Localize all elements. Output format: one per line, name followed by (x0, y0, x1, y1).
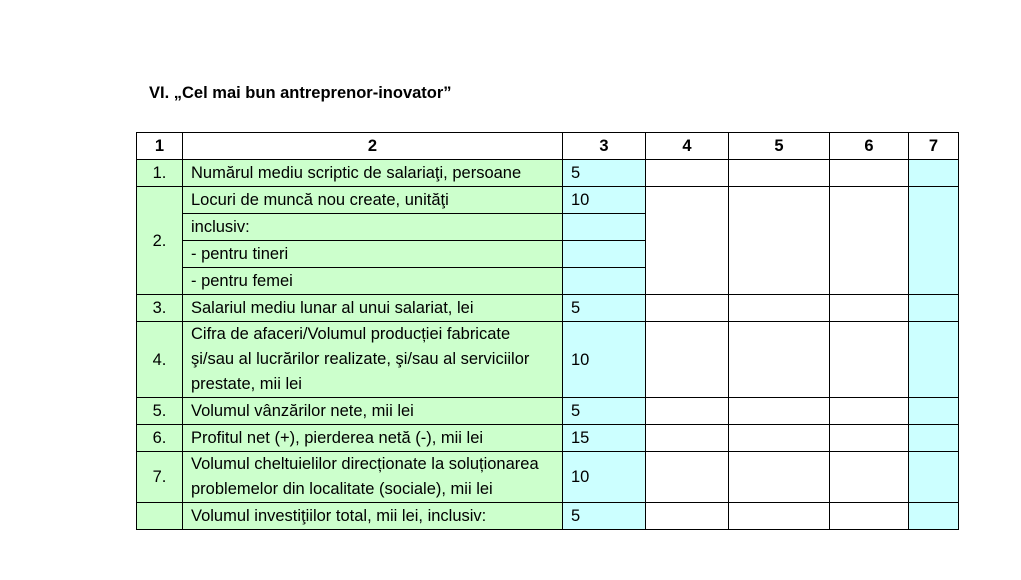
cell-col-7 (909, 425, 959, 452)
cell-col-5 (729, 322, 830, 398)
row-number: 6. (137, 425, 183, 452)
cell-col-7 (909, 398, 959, 425)
cell-col-4 (646, 503, 729, 530)
table-row (137, 187, 959, 214)
header-col-2: 2 (183, 133, 563, 160)
max-score: 10 (563, 187, 646, 214)
indicator-text: Profitul net (+), pierderea netă (-), mii lei (183, 425, 563, 452)
indicator-text: Numărul mediu scriptic de salariaţi, persoane (183, 160, 563, 187)
cell-col-7 (909, 160, 959, 187)
header-col-5: 5 (729, 133, 830, 160)
max-score (563, 214, 646, 241)
page-title: VI. „Cel mai bun antreprenor-inovator” (149, 84, 452, 102)
row-number: 7. (137, 452, 183, 503)
cell-col-7 (909, 322, 959, 398)
cell-col-5 (729, 452, 830, 503)
row-number: 5. (137, 398, 183, 425)
table-row (137, 398, 959, 425)
cell-col-5 (729, 295, 830, 322)
cell-col-4 (646, 452, 729, 503)
header-col-7: 7 (909, 133, 959, 160)
indicator-text: Salariul mediu lunar al unui salariat, lei (183, 295, 563, 322)
max-score (563, 241, 646, 268)
cell-col-6 (830, 322, 909, 398)
cell-col-5 (729, 398, 830, 425)
row-number: 2. (137, 187, 183, 295)
cell-col-6 (830, 425, 909, 452)
cell-col-6 (830, 295, 909, 322)
table-row (137, 322, 959, 398)
header-col-4: 4 (646, 133, 729, 160)
table-row (137, 425, 959, 452)
indicator-text: Cifra de afaceri/Volumul producției fabricate şi/sau al lucrărilor realizate, şi/sau al serviciilor prestate, mii lei (183, 322, 563, 398)
max-score: 5 (563, 160, 646, 187)
max-score (563, 268, 646, 295)
cell-col-6 (830, 503, 909, 530)
indicator-text: Volumul cheltuielilor direcționate la soluționarea problemelor din localitate (sociale), mii lei (183, 452, 563, 503)
table-row (137, 295, 959, 322)
row-number: 1. (137, 160, 183, 187)
max-score: 5 (563, 503, 646, 530)
indicator-text: - pentru tineri (183, 241, 563, 268)
cell-col-5 (729, 425, 830, 452)
cell-col-7 (909, 295, 959, 322)
indicator-text: Volumul vânzărilor nete, mii lei (183, 398, 563, 425)
header-col-1: 1 (137, 133, 183, 160)
cell-col-7 (909, 187, 959, 295)
cell-col-4 (646, 425, 729, 452)
cell-col-4 (646, 322, 729, 398)
max-score: 5 (563, 398, 646, 425)
cell-col-6 (830, 160, 909, 187)
evaluation-table (136, 132, 959, 530)
cell-col-7 (909, 503, 959, 530)
cell-col-4 (646, 187, 729, 295)
header-row (137, 133, 959, 160)
cell-col-6 (830, 452, 909, 503)
header-col-6: 6 (830, 133, 909, 160)
indicator-text: Volumul investiţiilor total, mii lei, inclusiv: (183, 503, 563, 530)
cell-col-4 (646, 295, 729, 322)
row-number (137, 503, 183, 530)
max-score: 5 (563, 295, 646, 322)
max-score: 10 (563, 452, 646, 503)
cell-col-4 (646, 160, 729, 187)
indicator-text: inclusiv: (183, 214, 563, 241)
cell-col-5 (729, 160, 830, 187)
cell-col-6 (830, 187, 909, 295)
indicator-text: Locuri de muncă nou create, unităţi (183, 187, 563, 214)
cell-col-6 (830, 398, 909, 425)
header-col-3: 3 (563, 133, 646, 160)
cell-col-5 (729, 503, 830, 530)
table-row (137, 160, 959, 187)
row-number: 4. (137, 322, 183, 398)
cell-col-7 (909, 452, 959, 503)
max-score: 15 (563, 425, 646, 452)
cell-col-4 (646, 398, 729, 425)
row-number: 3. (137, 295, 183, 322)
table-row (137, 452, 959, 503)
table-row (137, 503, 959, 530)
max-score: 10 (563, 322, 646, 398)
cell-col-5 (729, 187, 830, 295)
indicator-text: - pentru femei (183, 268, 563, 295)
